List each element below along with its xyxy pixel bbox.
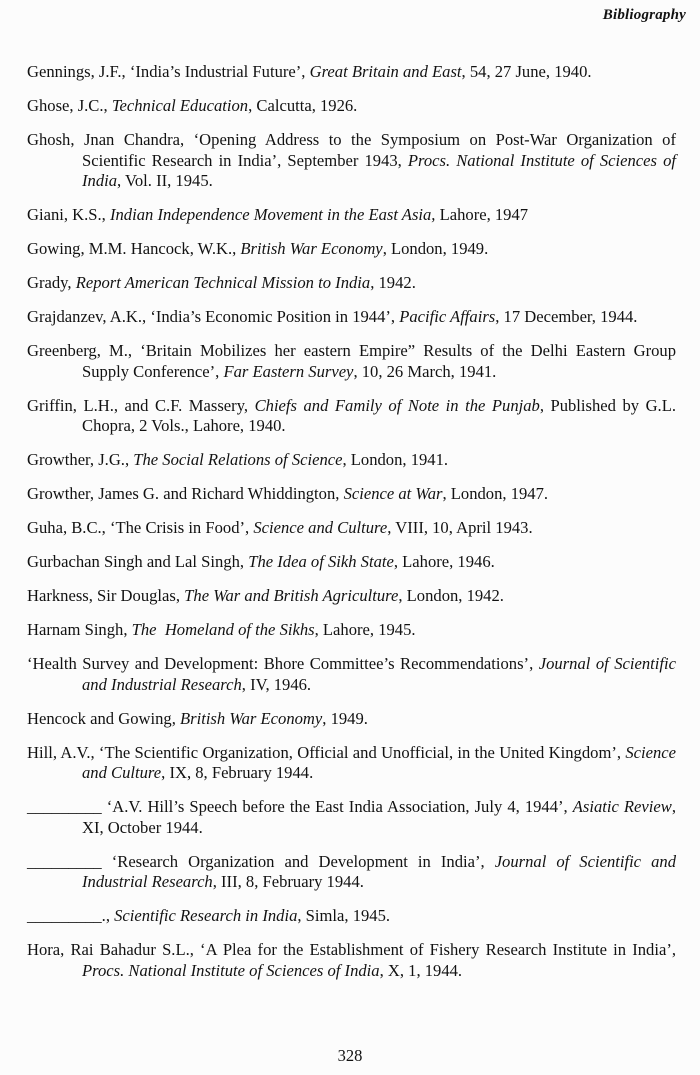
bibliography-entry [27,129,676,192]
entry-text: , Lahore, 1946. [393,552,495,572]
entry-text: , X, 1, 1944. [379,961,463,981]
bibliography-entry [27,518,676,539]
entry-title-italic: The Idea of Sikh State [248,552,394,572]
entry-text: _________ ‘Research Organization and Development in India’, [27,851,495,871]
entry-text: , Vol. II, 1945. [117,171,213,191]
entry-text: , IX, 8, February 1944. [161,763,314,783]
entry-text: Gurbachan Singh and Lal Singh, [27,552,249,572]
entry-text: , XI, October 1944. [82,797,676,837]
entry-title-italic: The Homeland of the Sikhs [131,620,315,640]
entry-text: , London, 1947. [442,484,549,504]
entry-title-italic: Chiefs and Family of Note in the Punjab [254,395,540,415]
entry-text: , Published by G.L. Chopra, 2 Vols., Lahore, 1940. [82,395,676,436]
running-header: Bibliography [602,7,686,23]
entry-title-italic: Far Eastern Survey [223,361,354,381]
bibliography-entry [27,341,676,382]
entry-text: Gennings, J.F., ‘India’s Industrial Future’, [27,62,310,81]
entry-title-italic: Procs. National Institute of Sciences of India [82,150,676,191]
entry-title-italic: Report American Technical Mission to India [75,273,371,293]
bibliography-entry [27,307,676,328]
entry-text: , Lahore, 1945. [314,620,416,640]
entry-text: Hora, Rai Bahadur S.L., ‘A Plea for the Establishment of Fishery Research Institute in India’, [27,940,676,960]
entry-title-italic: Pacific Affairs [399,307,496,327]
entry-text: , VIII, 10, April 1943. [387,518,533,538]
entry-text: , 54, 27 June, 1940. [461,62,592,81]
bibliography-entry [27,906,676,927]
entry-text: _________ ‘A.V. Hill’s Speech before the East India Association, July 4, 1944’, [27,797,573,817]
entry-text: , 17 December, 1944. [495,307,638,327]
bibliography-entry [27,62,676,83]
bibliography-entry [27,450,676,471]
entry-text: Hencock and Gowing, [27,708,180,728]
entry-text: Grajdanzev, A.K., ‘India’s Economic Position in 1944’, [27,307,400,327]
entry-title-italic: The Social Relations of Science [133,450,343,470]
bibliography-entry [27,484,676,505]
entry-title-italic: Science at War [343,484,443,504]
entry-title-italic: Technical Education [111,95,249,115]
entry-text: ‘Health Survey and Development: Bhore Committee’s Recommendations’, [27,654,539,674]
bibliography-entry [27,552,676,573]
bibliography-entry [27,851,676,893]
entry-text: Lahore, 1947 [435,205,529,225]
bibliography-list [27,62,676,995]
entry-text: Ghose, J.C., [27,95,112,115]
entry-text: , 10, 26 March, 1941. [353,361,497,381]
bibliography-entry [27,797,676,838]
bibliography-entry [27,395,676,437]
entry-text: Greenberg, M., ‘Britain Mobilizes her eastern Empire” Results of the Delhi Eastern Group Supply Conference’, [27,341,676,381]
entry-text: , London, 1941. [342,450,449,470]
entry-title-italic: Science and Culture [82,742,676,783]
bibliography-entry [27,708,676,730]
entry-text: , London, 1942. [398,586,504,606]
entry-text: , Calcutta, 1926. [248,95,358,115]
entry-title-italic: Procs. National Institute of Sciences of India [82,961,380,981]
entry-text: Grady, [27,273,76,293]
bibliography-entry [27,239,676,260]
bibliography-entry [27,654,676,695]
entry-title-italic: Great Britain and East [309,62,462,81]
bibliography-entry [27,742,676,784]
entry-text: Harnam Singh, [27,620,132,640]
entry-text: Guha, B.C., ‘The Crisis in Food’, [27,518,254,538]
entry-text: , III, 8, February 1944. [212,872,364,892]
entry-text: , 1949. [322,708,368,728]
entry-text: Growther, J.G., [27,450,134,470]
entry-text: Gowing, M.M. Hancock, W.K., [27,239,241,259]
bibliography-entry [27,620,676,641]
bibliography-entry [27,205,676,226]
entry-title-italic: Indian Independence Movement in the East Asia, [109,205,436,225]
entry-text: , IV, 1946. [241,674,312,694]
entry-text: Ghosh, Jnan Chandra, ‘Opening Address to the Symposium on Post-War Organization of Scientific Research in India’, September 1943, [27,129,676,170]
entry-title-italic: British War Economy [180,708,323,728]
entry-title-italic: Journal of Scientific and Industrial Research [82,654,676,694]
bibliography-entry [27,586,676,607]
bibliography-entry [27,273,676,294]
bibliography-entry [27,95,676,117]
entry-text: Hill, A.V., ‘The Scientific Organization, Official and Unofficial, in the United Kingdom’, [27,742,626,762]
entry-title-italic: Journal of Scientific and Industrial Research [82,851,676,892]
entry-text: Growther, James G. and Richard Whiddington, [27,484,344,504]
entry-title-italic: Asiatic Review [572,797,672,817]
entry-text: Giani, K.S., [27,205,110,225]
entry-text: _________., [27,906,115,926]
entry-title-italic: The War and British Agriculture [184,586,399,606]
entry-text: , London, 1949. [382,239,489,259]
entry-text: , Simla, 1945. [297,906,391,926]
bibliography-entry [27,940,676,981]
entry-title-italic: Science and Culture [253,518,388,538]
entry-text: Griffin, L.H., and C.F. Massery, [27,395,255,415]
entry-title-italic: British War Economy [240,239,383,259]
entry-text: , 1942. [370,273,416,293]
entry-title-italic: Scientific Research in India [114,906,298,926]
page-number: 328 [337,1046,363,1065]
entry-text: Harkness, Sir Douglas, [27,586,185,606]
